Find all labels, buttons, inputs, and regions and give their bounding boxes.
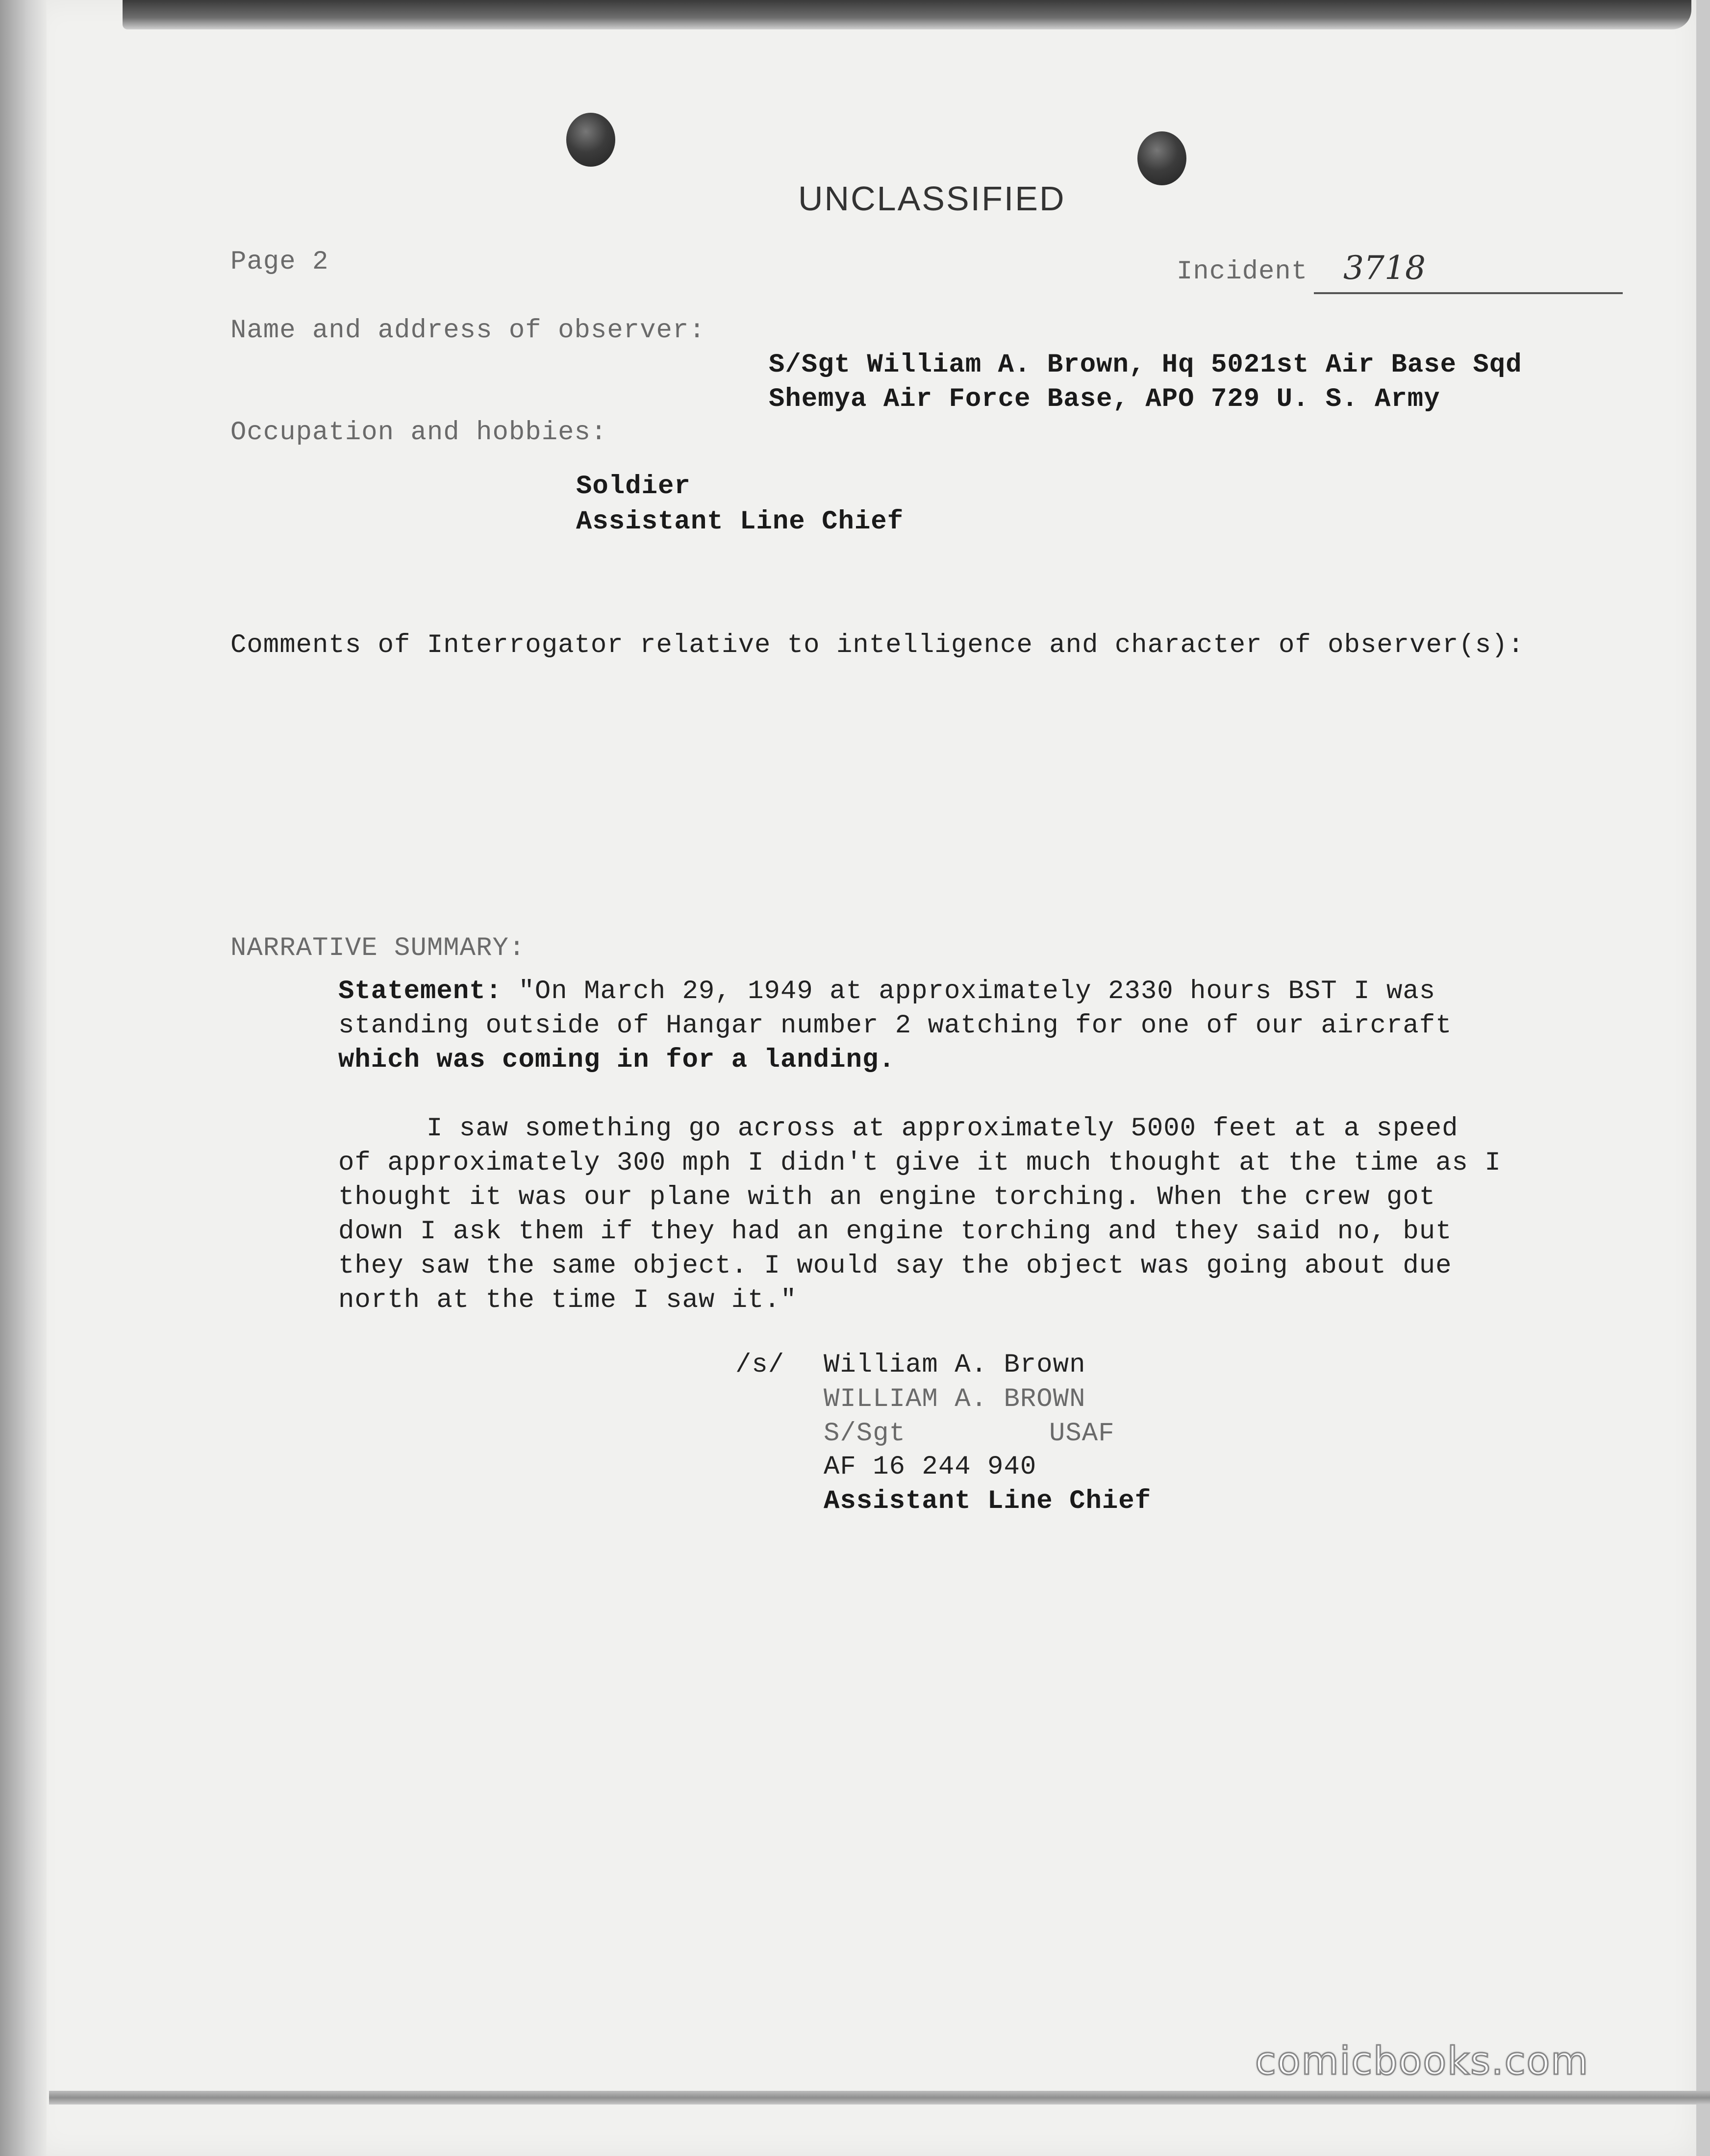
page-number: Page 2 bbox=[230, 247, 329, 277]
narrative-paragraph-2-line-2: of approximately 300 mph I didn't give it much thought at the time as I bbox=[338, 1148, 1501, 1178]
page-bottom-edge bbox=[49, 2091, 1710, 2105]
narrative-paragraph-2-line-1: I saw something go across at approximately 5000 feet at a speed bbox=[427, 1114, 1459, 1144]
comments-label: Comments of Interrogator relative to intelligence and character of observer(s): bbox=[230, 630, 1525, 660]
watermark: comicbooks.com bbox=[1255, 2039, 1589, 2083]
statement-label: Statement: bbox=[338, 977, 503, 1006]
signature-line-1: William A. Brown bbox=[824, 1350, 1086, 1380]
narrative-paragraph-2-line-3: thought it was our plane with an engine torching. When the crew got bbox=[338, 1182, 1436, 1212]
narrative-paragraph-2-line-6: north at the time I saw it." bbox=[338, 1285, 797, 1315]
statement-text: "On March 29, 1949 at approximately 2330 hours BST I was bbox=[502, 977, 1436, 1006]
narrative-paragraph-1-line-1 bbox=[338, 975, 1435, 1009]
incident-number: 3718 bbox=[1343, 249, 1426, 287]
occupation-line-2: Assistant Line Chief bbox=[576, 507, 904, 537]
page-left-shadow bbox=[0, 0, 47, 2156]
signature-title: Assistant Line Chief bbox=[824, 1486, 1152, 1516]
punch-hole-left bbox=[566, 113, 615, 167]
observer-line-2: Shemya Air Force Base, APO 729 U. S. Army bbox=[769, 384, 1440, 414]
occupation-line-1: Soldier bbox=[576, 472, 691, 501]
signature-rank: S/Sgt bbox=[824, 1419, 906, 1449]
narrative-paragraph-1-line-3: which was coming in for a landing. bbox=[338, 1045, 895, 1075]
incident-label: Incident bbox=[1177, 257, 1308, 287]
narrative-paragraph-2-line-4: down I ask them if they had an engine torching and they said no, but bbox=[338, 1217, 1452, 1247]
signature-line-2: WILLIAM A. BROWN bbox=[824, 1384, 1086, 1414]
signature-serial: AF 16 244 940 bbox=[824, 1452, 1037, 1482]
observer-label: Name and address of observer: bbox=[230, 316, 705, 346]
narrative-label: NARRATIVE SUMMARY: bbox=[230, 933, 526, 963]
narrative-paragraph-2-line-5: they saw the same object. I would say the object was going about due bbox=[338, 1251, 1452, 1281]
incident-underline bbox=[1314, 292, 1623, 294]
narrative-paragraph-1-line-2: standing outside of Hangar number 2 watching for one of our aircraft bbox=[338, 1011, 1452, 1041]
occupation-label: Occupation and hobbies: bbox=[230, 418, 607, 448]
classification-stamp: UNCLASSIFIED bbox=[798, 179, 1066, 218]
page-top-edge bbox=[123, 0, 1691, 29]
signature-mark: /s/ bbox=[735, 1350, 785, 1380]
observer-line-1: S/Sgt William A. Brown, Hq 5021st Air Base Sqd bbox=[769, 350, 1522, 380]
punch-hole-right bbox=[1137, 131, 1186, 185]
signature-branch: USAF bbox=[1049, 1419, 1115, 1449]
